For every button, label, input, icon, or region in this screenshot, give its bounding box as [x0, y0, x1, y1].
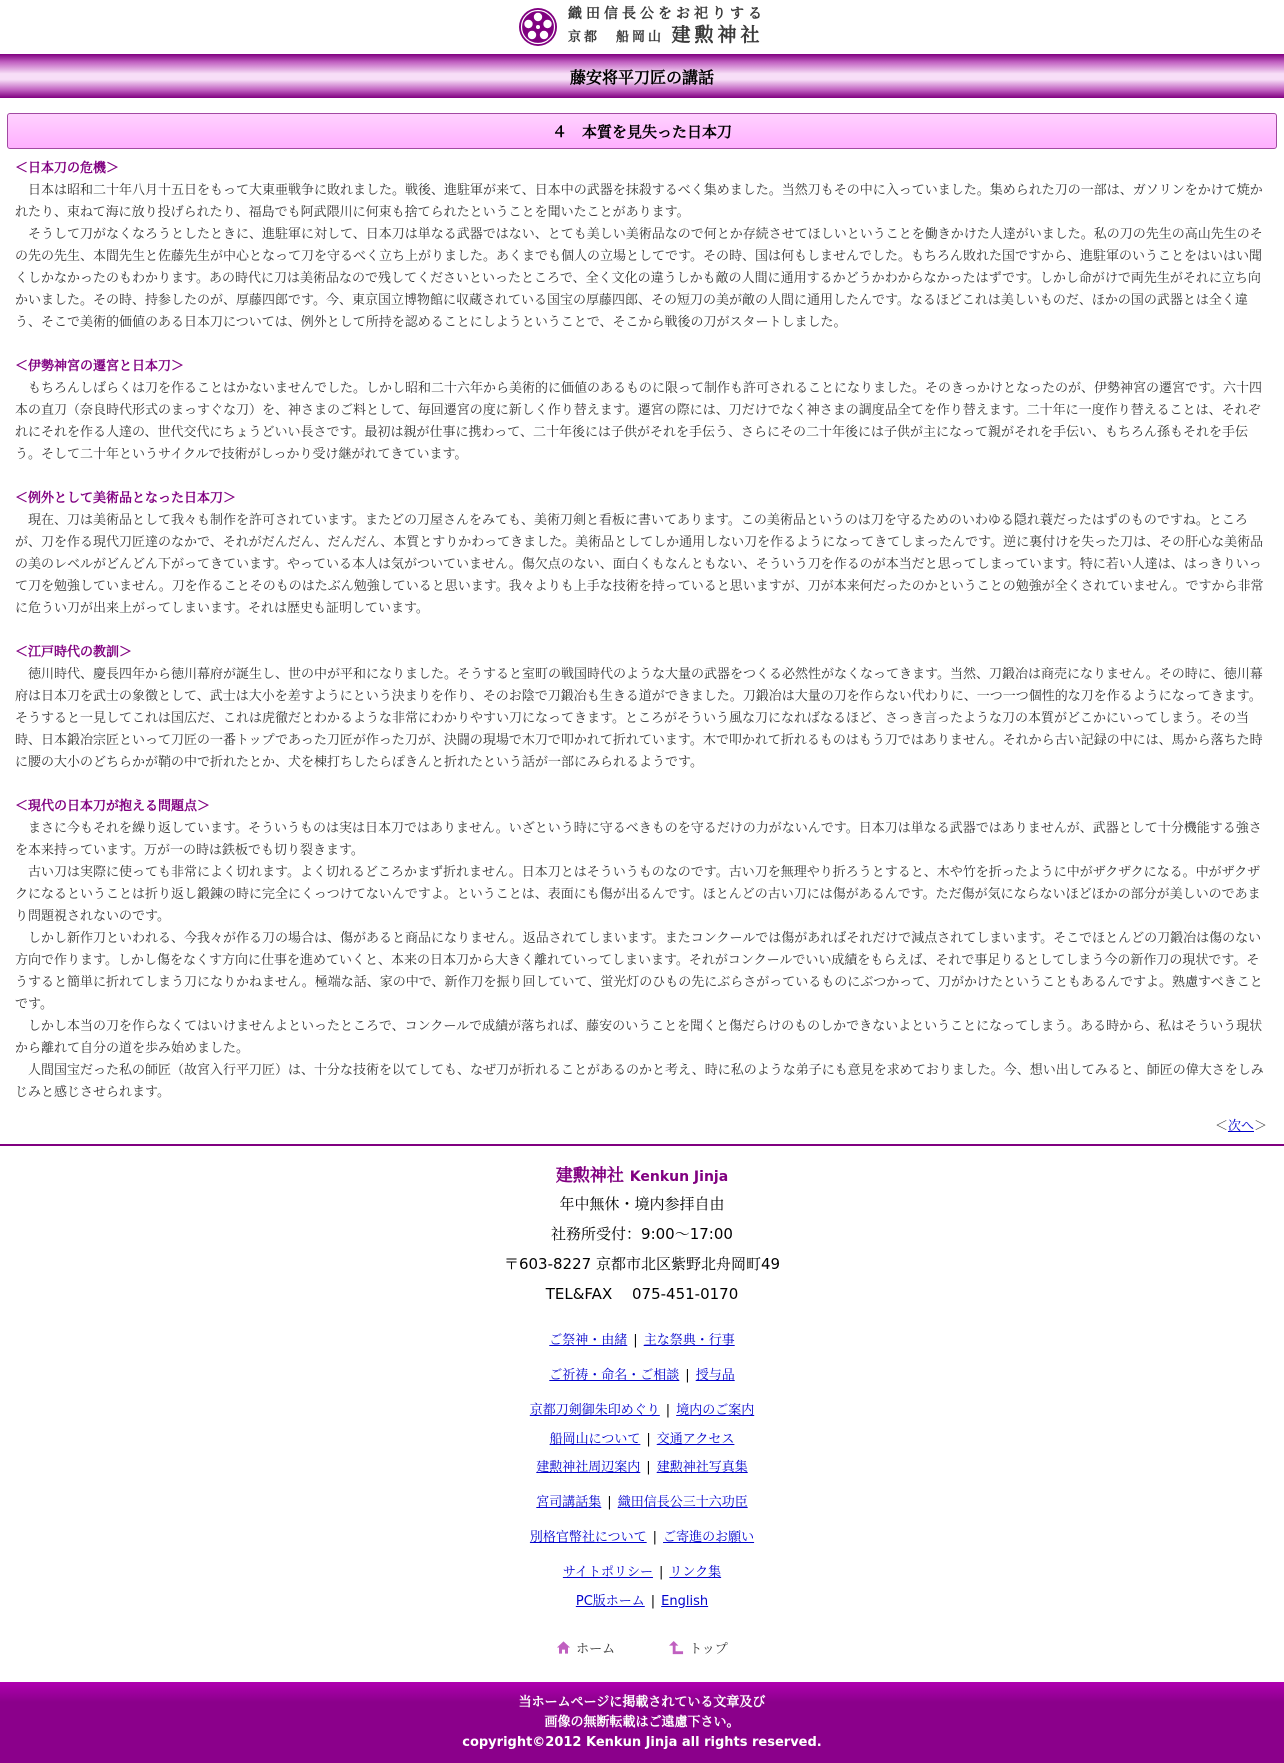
logo-text [568, 6, 766, 47]
paragraph: そうして刀がなくなろうとしたときに、進駐軍に対して、日本刀は単なる武器ではない、とても美しい美術品なので何とか存続させてほしいということを働きかけた人達がいました。私の刀の先生の高山先生のその先の先生、本間先生と佐藤先生が中心となって刀を守るべく立ち上がりました。あくまでも個人の立場としてです。その時、国は何もしませんでした。もちろん敗れた国ですから、進駐軍のいうことをはいはい聞くしかなかったのもわかります。あの時代に刀は美術品なので残してくださいといったところで、全く文化の違うしかも敵の人間に通用するかどうかわからなかったはずです。しかし命がけで両先生がそれに立ち向かいました。その時、持参したのが、厚藤四郎です。今、東京国立博物館に収蔵されている国宝の厚藤四郎、その短刀の美が敵の人間に通用したんです。なるほどこれは美しいものだ、ほかの国の武器とは全く違う、そこで美術的価値のある日本刀については、例外として所持を認めることにしようということで、そこから戦後の刀がスタートしました。 [15, 227, 1263, 330]
paragraph: 古い刀は実際に使っても非常によく切れます。よく切れるどころかまず折れません。日本刀とはそういうものなのです。古い刀を無理やり折ろうとすると、木や竹を折ったように中がザクザクになる。中がザクザクになるということは折り返し鍛錬の時に完全にくっつけてないんですよ。ということは、表面にも傷が出るんです。ほとんどの古い刀には傷があるんです。ただ傷が気にならないほどほかの部分が美しいのであまり問題視されないのです。 [15, 865, 1261, 924]
link-separator: | [646, 1460, 651, 1475]
paragraph: 人間国宝だった私の師匠（故宮入行平刀匠）は、十分な技術を以てしても、なぜ刀が折れることがあるのかと考え、時に私のような弟子にも意見を求めておりました。今、想い出してみると、師匠の偉大さをしみじみと感じさせられます。 [15, 1063, 1264, 1100]
footer-link-row [0, 1458, 1284, 1478]
footer-link-row [0, 1592, 1284, 1612]
footer-divider [0, 1144, 1284, 1146]
footer-link[interactable]: 宮司講話集 [536, 1495, 602, 1510]
link-separator: | [607, 1495, 612, 1510]
page-title-bar [0, 54, 1284, 98]
footer-link-row [0, 1401, 1284, 1421]
footer-office-hours: 社務所受付：9:00～17:00 [551, 1225, 733, 1243]
home-nav-label: ホーム [576, 1642, 616, 1657]
article-section [15, 158, 1269, 334]
article-section [15, 796, 1269, 1104]
section-title: ４ 本質を見失った日本刀 [551, 122, 732, 141]
footer-link-row [0, 1493, 1284, 1513]
footer-link-row [0, 1430, 1284, 1450]
section-heading: ＜現代の日本刀が抱える問題点＞ [15, 799, 211, 814]
footer-phone: TEL&FAX 075-451-0170 [545, 1285, 739, 1303]
english-link[interactable]: English [661, 1594, 709, 1609]
link-separator: | [685, 1368, 690, 1383]
up-arrow-icon [669, 1640, 684, 1655]
footer-address: 〒603-8227 京都市北区紫野北舟岡町49 [503, 1255, 781, 1273]
footer-link[interactable]: ご寄進のお願い [663, 1530, 755, 1545]
pager [0, 1116, 1284, 1144]
logo-tagline: 織田信長公をお祀りする [568, 6, 766, 23]
link-separator: | [633, 1333, 638, 1348]
footer-link[interactable]: 織田信長公三十六功臣 [617, 1495, 748, 1510]
footer-link[interactable]: 船岡山について [549, 1432, 641, 1447]
section-heading: ＜例外として美術品となった日本刀＞ [15, 491, 237, 506]
link-separator: | [665, 1403, 671, 1418]
article-content [0, 149, 1284, 1104]
logo-location [568, 24, 766, 48]
bottom-nav [0, 1638, 1284, 1657]
paragraph: しかし本当の刀を作らなくてはいけませんよといったところで、コンクールで成績が落ちれば、藤安のいうことを聞くと傷だらけのものしかできないよということになってしまう。ある時から、私はそういう現状から離れて自分の道を歩み始めました。 [15, 1019, 1263, 1056]
footer-link-row [0, 1563, 1284, 1583]
home-icon [556, 1640, 571, 1655]
footer-link[interactable]: 境内のご案内 [676, 1403, 755, 1418]
copyright-notice: 当ホームページに掲載されている文章及び [518, 1694, 766, 1710]
section-heading: ＜伊勢神宮の遷宮と日本刀＞ [15, 359, 185, 374]
footer-link[interactable]: 別格官幣社について [529, 1530, 647, 1545]
paragraph: 日本は昭和二十年八月十五日をもって大東亜戦争に敗れました。戦後、進駐軍が来て、日本中の武器を抹殺するべく集めました。当然刀もその中に入っていました。集められた刀の一部は、ガソリンをかけて焼かれたり、束ねて海に放り投げられたり、福島でも阿武隈川に何束も捨てられたということを聞いたことがあります。 [15, 183, 1263, 220]
top-nav-label: トップ [689, 1642, 728, 1657]
paragraph: 徳川時代、慶長四年から徳川幕府が誕生し、世の中が平和になりました。そうすると室町の戦国時代のような大量の武器をつくる必然性がなくなってきます。当然、刀鍛冶は商売になりません。その時に、徳川幕府は日本刀を武士の象徴として、武士は大小を差すようにという決まりを作り、そのお陰で刀鍛冶も生きる道ができました。刀鍛冶は大量の刀を作らない代わりに、一つ一つ個性的な刀を作るようになってきます。そうすると一見してこれは国広だ、これは虎徹だとわかるような非常にわかりやすい刀になってきます。ところがそういう風な刀になればなるほど、さっき言ったような刀の本質がどこかにいってしまう。その当時、日本鍛冶宗匠といって刀匠の一番トップであった刀匠が作った刀が、決闘の現場で木刀で叩かれて折れています。木で叩かれて折れるものはもう刀ではありません。それから古い記録の中には、馬から落ちた時に腰の大小のどちらかが鞘の中で折れたとか、犬を棟打ちしたらぽきんと折れたという話が一部にみられるようです。 [15, 667, 1263, 770]
paragraph: しかし新作刀といわれる、今我々が作る刀の場合は、傷があると商品になりません。返品されてしまいます。またコンクールでは傷があればそれだけで減点されてしまいます。そこでほとんどの刀鍛冶は傷のない方向で作ります。しかし傷をなくす方向に仕事を進めていくと、本来の日本刀から大きく離れていってしまいます。それがコンクールでいい成績をもらえば、それで事足りるとしてしまう今の新作刀の現状です。そうすると簡単に折れてしまう刀になりかねません。極端な話、家の中で、新作刀を振り回していて、蛍光灯のひもの先にぶらさがっているものにぶつかって、刀がかけたということもあるんですよ。熟慮すべきことです。 [15, 931, 1263, 1012]
footer-link[interactable]: 京都刀剣御朱印めぐり [529, 1403, 660, 1418]
site-logo[interactable] [518, 6, 766, 47]
paragraph: 現在、刀は美術品として我々も制作を許可されています。またどの刀屋さんをみても、美術刀剣と看板に書いてあります。この美術品というのは刀を守るためのいわゆる隠れ蓑だったはずのものですね。ところが、刀を作る現代刀匠達のなかで、それがだんだん、だんだん、本質とすりかわってきました。美術品としてしか通用しない刀を作るようになってきてしまったんです。逆に裏付けを失った刀は、その肝心な美術品の美のレベルがどんどん下がってきています。やっている本人は気がついていません。傷欠点のない、面白くもなんともない、そういう刀を作るのが本当だと思ってしまっています。特に若い人達は、はっきりいって刀を勉強していません。刀を作ることそのものはたぶん勉強していると思います。我々よりも上手な技術を持っていると思いますが、刀が本来何だったのかということの勉強が全くされていません。ですから非常に危うい刀が出来上がってしまいます。それは歴史も証明しています。 [15, 513, 1264, 616]
copyright-text: copyright©2012 Kenkun Jinja all rights reserved. [462, 1734, 822, 1750]
link-separator: | [652, 1530, 658, 1545]
paragraph: もちろんしばらくは刀を作ることはかないませんでした。しかし昭和二十六年から美術的に価値のあるものに限って制作も許可されることになりました。そのきっかけとなったのが、伊勢神宮の遷宮です。六十四本の直刀（奈良時代形式のまっすぐな刀）を、神さまのご料として、毎回遷宮の度に新しく作り替えます。遷宮の際には、刀だけでなく神さまの調度品全てを作り替えます。二十年に一度作り替えることは、それぞれにそれを作る人達の、世代交代にちょうどいい長さです。最初は親が仕事に携わって、二十年後には子供がそれを手伝う、さらにその二十年後には子供が主になって親がそれを手伝い、もちろん孫もそれを手伝う。そして二十年というサイクルで技術がしっかり受け継がれてきています。 [15, 381, 1262, 462]
footer-info [0, 1164, 1284, 1309]
link-separator: | [658, 1565, 664, 1580]
link-separator: | [650, 1594, 656, 1609]
footer-brand [0, 1164, 1284, 1189]
section-heading: ＜江戸時代の教訓＞ [15, 645, 133, 660]
paragraph: まさに今もそれを繰り返しています。そういうものは実は日本刀ではありません。いざという時に守るべきものを守るだけの力がないんです。日本刀は単なる武器ではありませんが、武器として十分機能する強さを本来持っています。万が一の時は鉄板でも切り裂きます。 [15, 821, 1262, 858]
copyright-bar [0, 1682, 1284, 1763]
footer-link[interactable]: 建勲神社周辺案内 [536, 1460, 641, 1475]
link-separator: | [646, 1432, 651, 1447]
article-section [15, 642, 1269, 774]
site-header [0, 0, 1284, 54]
footer-link[interactable]: ご祈祷・命名・ご相談 [549, 1368, 680, 1383]
section-heading: ＜日本刀の危機＞ [15, 161, 120, 176]
pc-home-link[interactable]: PC版ホーム [575, 1594, 645, 1609]
footer-link[interactable]: 授与品 [695, 1368, 735, 1383]
article-section [15, 488, 1269, 620]
section-title-box [7, 113, 1277, 149]
article-section [15, 356, 1269, 466]
paulownia-crest-icon [518, 7, 558, 47]
footer-link[interactable]: 建勲神社写真集 [656, 1460, 748, 1475]
logo-shrine-name: 建勲神社 [671, 23, 764, 46]
footer-shrine-name: 建勲神社 [555, 1166, 624, 1186]
home-nav-button[interactable] [556, 1638, 615, 1657]
footer-link[interactable]: 主な祭典・行事 [643, 1333, 735, 1348]
footer-link[interactable]: サイトポリシー [562, 1565, 653, 1580]
footer-links [0, 1331, 1284, 1612]
top-nav-button[interactable] [669, 1638, 728, 1657]
footer-hours: 年中無休・境内参拝自由 [559, 1195, 725, 1213]
page-title: 藤安将平刀匠の講話 [569, 67, 714, 87]
footer-link-row [0, 1528, 1284, 1548]
footer-shrine-name-en: Kenkun Jinja [629, 1169, 729, 1185]
footer-link[interactable]: リンク集 [669, 1565, 722, 1580]
copyright-notice: 画像の無断転載はご遠慮下さい。 [544, 1714, 740, 1730]
next-page-link[interactable]: 次へ [1227, 1119, 1254, 1134]
pager-suffix: ＞ [1253, 1119, 1267, 1134]
footer-link-row [0, 1331, 1284, 1351]
footer-link[interactable]: 交通アクセス [656, 1432, 735, 1447]
footer-link[interactable]: ご祭神・由緒 [549, 1333, 628, 1348]
logo-location-prefix: 京都 船岡山 [568, 29, 665, 45]
pager-prefix: ＜ [1214, 1119, 1228, 1134]
footer-link-row [0, 1366, 1284, 1386]
